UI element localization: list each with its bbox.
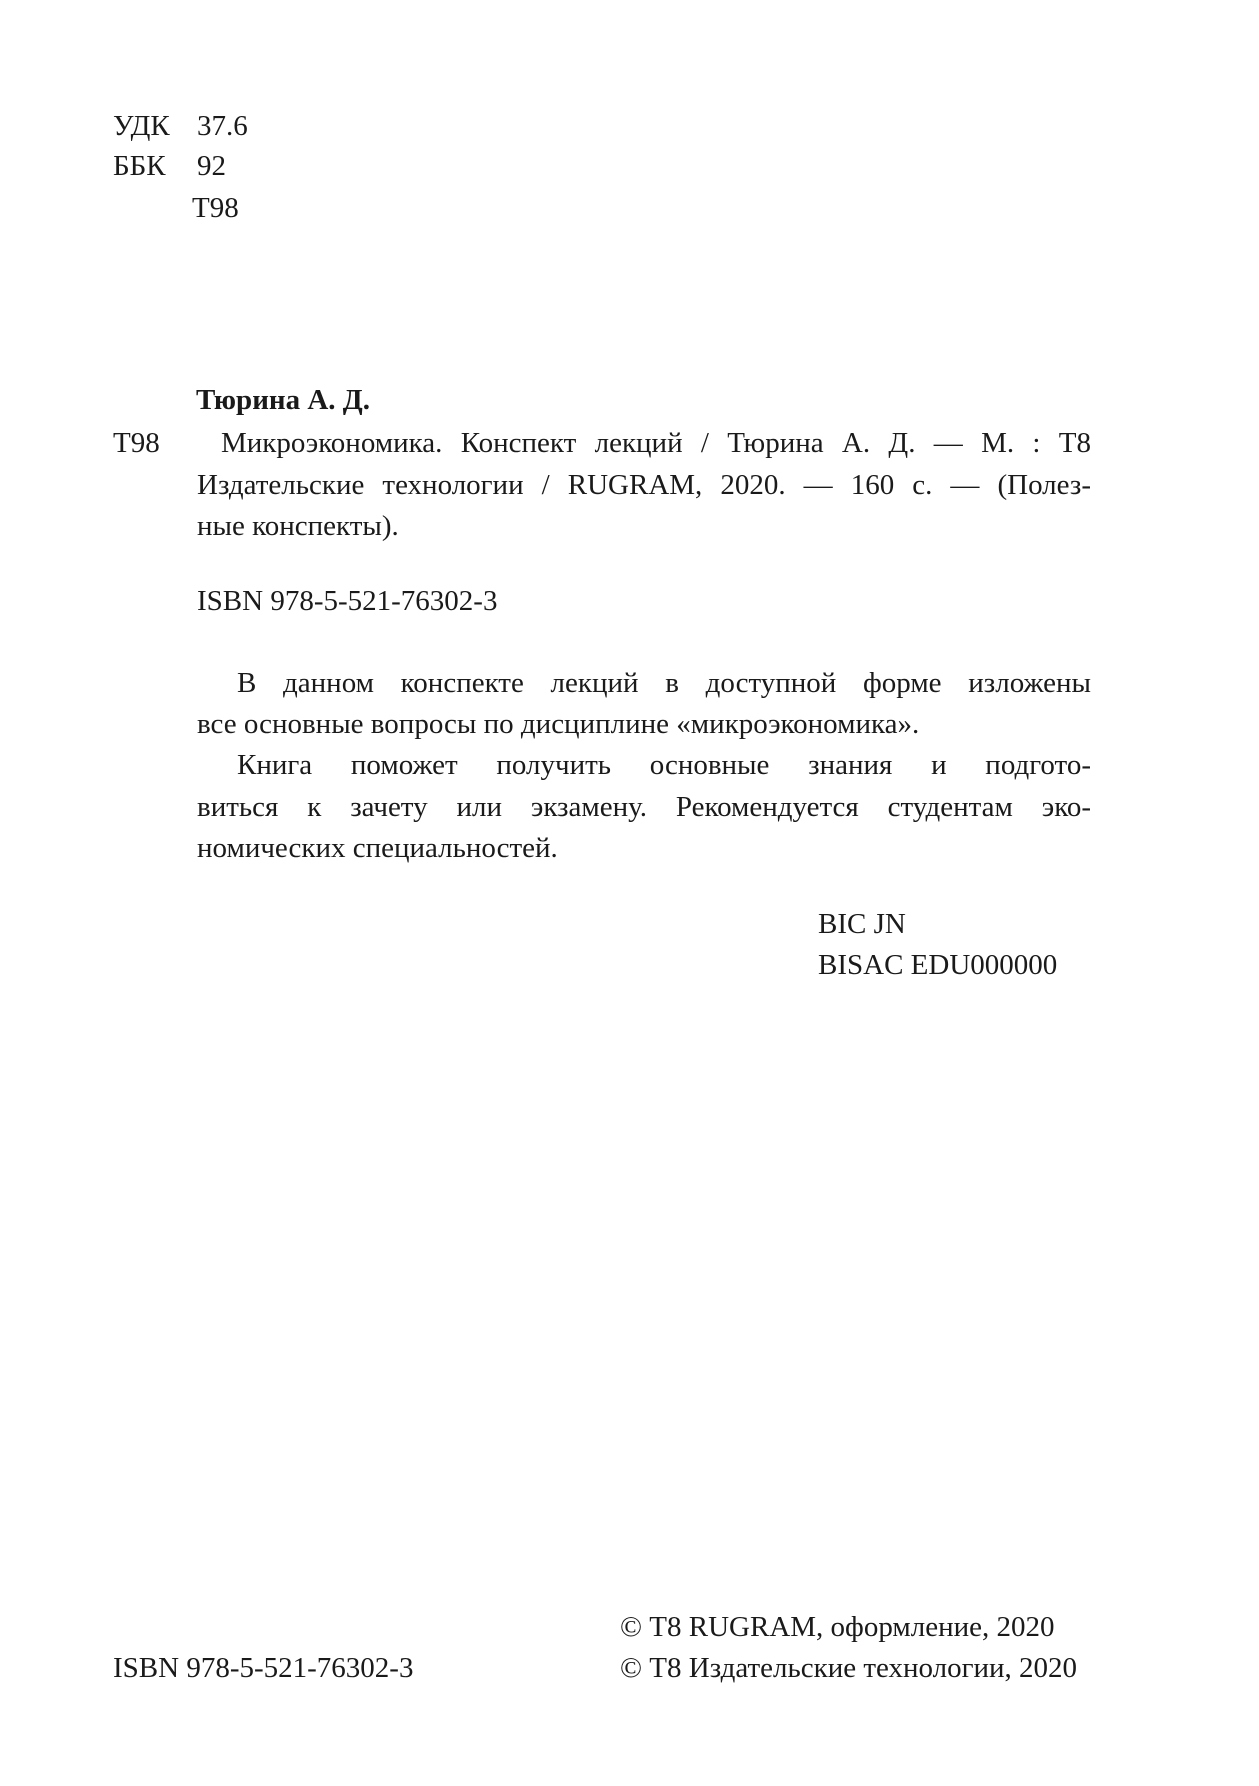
annotation-line-3: Книга поможет получить основные знания и подгото- (237, 749, 1091, 781)
record-author-mark: Т98 (113, 427, 160, 459)
udk-label: УДК (113, 110, 170, 142)
author-name: Тюрина А. Д. (196, 384, 370, 416)
bbk-label: ББК (113, 150, 166, 182)
bic-code: BIC JN (818, 908, 906, 940)
classification-author-mark: Т98 (192, 192, 239, 224)
annotation-line-5: номических специальностей. (197, 832, 558, 864)
copyright-publisher: © Т8 Издательские технологии, 2020 (620, 1652, 1078, 1684)
bbk-value: 92 (197, 150, 226, 182)
record-description-line-2: Издательские технологии / RUGRAM, 2020. — 160 с. — (Полез- (197, 469, 1091, 501)
record-description-line-3: ные конспекты). (197, 510, 399, 542)
copyright-design: © Т8 RUGRAM, оформление, 2020 (620, 1611, 1055, 1643)
udk-line (113, 106, 248, 146)
record-isbn: ISBN 978-5-521-76302-3 (197, 585, 498, 617)
annotation-line-2: все основные вопросы по дисциплине «микроэкономика». (197, 708, 920, 740)
record-description-line-1: Микроэкономика. Конспект лекций / Тюрина А. Д. — М. : Т8 (221, 427, 1091, 459)
annotation-line-1: В данном конспекте лекций в доступной форме изложены (237, 667, 1091, 699)
annotation-line-4: виться к зачету или экзамену. Рекомендуется студентам эко- (197, 791, 1091, 823)
footer-isbn: ISBN 978-5-521-76302-3 (113, 1652, 414, 1684)
bbk-line (113, 146, 226, 186)
bisac-code: BISAC EDU000000 (818, 949, 1058, 981)
udk-value: 37.6 (197, 110, 248, 142)
